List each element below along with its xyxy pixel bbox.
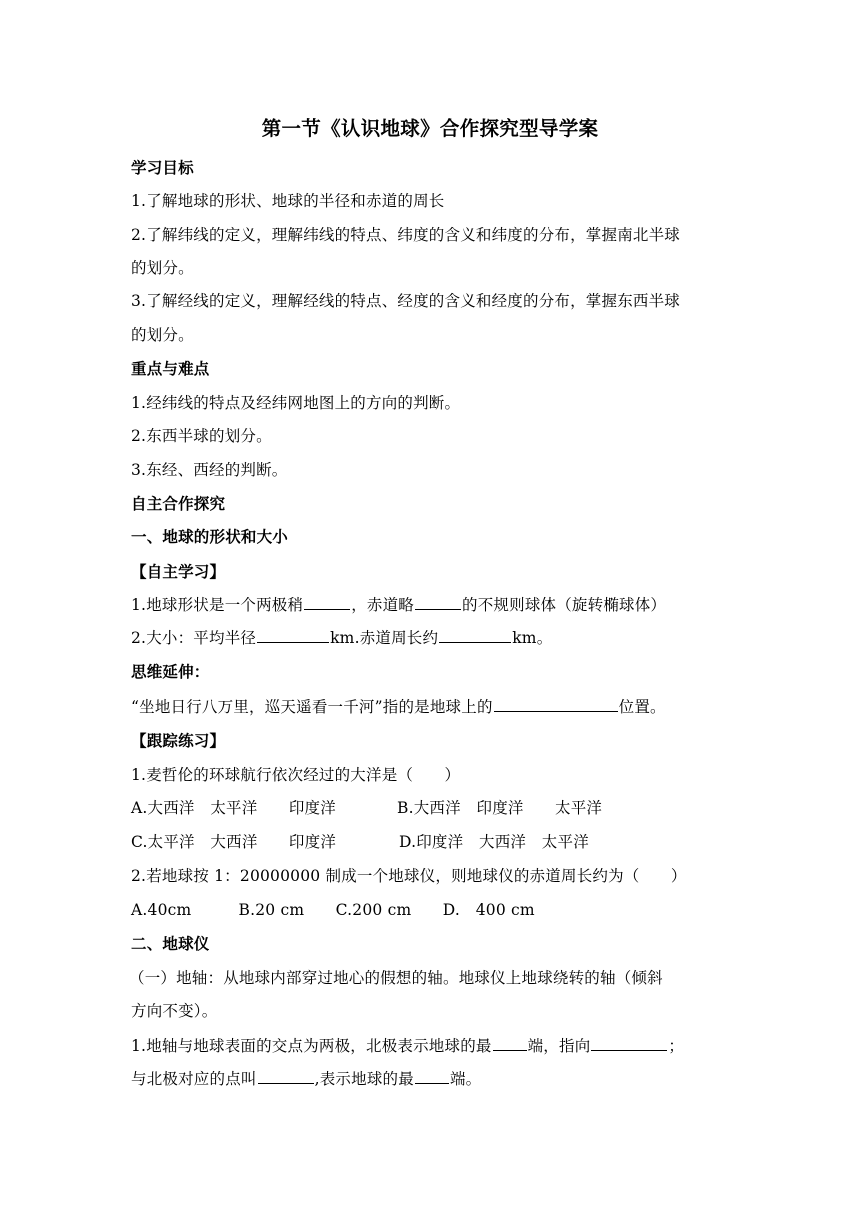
question-2 (131, 628, 552, 648)
question-1-text-c: 的不规则球体（旋转椭球体） (462, 596, 667, 614)
axis-definition-line: 方向不变）。 (131, 1002, 218, 1020)
part1-heading: 一、地球的形状和大小 (131, 528, 289, 546)
answer-blank[interactable] (415, 595, 461, 610)
globe-text-f: 端。 (449, 1070, 482, 1088)
objective-line: 2.了解纬线的定义，理解纬线的特点、纬度的含义和纬度的分布，掌握南北半球 (131, 226, 680, 244)
globe-question-1 (131, 1036, 684, 1056)
objective-line: 3.了解经线的定义，理解经线的特点、经度的含义和经度的分布，掌握东西半球 (131, 292, 680, 310)
answer-blank[interactable] (591, 1036, 667, 1051)
objectives-heading: 学习目标 (131, 159, 194, 177)
globe-text-e: ,表示地球的最 (314, 1070, 414, 1088)
answer-blank[interactable] (257, 628, 329, 643)
part2-heading: 二、地球仪 (131, 935, 210, 953)
globe-text-a: 1.地轴与地球表面的交点为两极，北极表示地球的最 (131, 1037, 492, 1055)
extension-text-b: 位置。 (618, 698, 666, 716)
keypoint-line: 1.经纬线的特点及经纬网地图上的方向的判断。 (131, 394, 461, 412)
answer-blank[interactable] (304, 595, 350, 610)
document-title: 第一节《认识地球》合作探究型导学案 (261, 117, 599, 140)
question-1 (131, 595, 666, 615)
practice-options-cd (131, 832, 589, 852)
option-b[interactable]: B.大西洋 印度洋 太平洋 (397, 799, 603, 817)
question-2-text-b: km.赤道周长约 (330, 629, 439, 647)
answer-blank[interactable] (439, 628, 511, 643)
option-a[interactable]: A.大西洋 太平洋 印度洋 (131, 799, 336, 817)
answer-blank[interactable] (493, 1036, 527, 1051)
keypoint-line: 2.东西半球的划分。 (131, 427, 272, 445)
globe-question-2 (131, 1069, 481, 1089)
question-1-text-b: ，赤道略 (351, 596, 415, 614)
extension-question (131, 697, 666, 717)
objective-line: 的划分。 (131, 326, 194, 344)
inquiry-heading: 自主合作探究 (131, 495, 226, 513)
question-2-text-a: 2.大小：平均半径 (131, 629, 257, 647)
globe-text-d: 与北极对应的点叫 (131, 1070, 257, 1088)
extension-heading: 思维延伸： (131, 663, 210, 681)
practice-question-1: 1.麦哲伦的环球航行依次经过的大洋是（ ） (131, 766, 461, 784)
question-1-text-a: 1.地球形状是一个两极稍 (131, 596, 304, 614)
answer-blank[interactable] (258, 1069, 314, 1084)
practice-question-2: 2.若地球按 1：20000000 制成一个地球仪，则地球仪的赤道周长约为（ ） (131, 867, 687, 885)
option-c[interactable]: C.太平洋 大西洋 印度洋 (131, 833, 337, 851)
keypoints-heading: 重点与难点 (131, 360, 210, 378)
answer-blank[interactable] (494, 697, 618, 712)
objective-line: 1.了解地球的形状、地球的半径和赤道的周长 (131, 192, 445, 210)
self-study-heading: 【自主学习】 (131, 563, 226, 581)
practice-question-2-options[interactable]: A.40cm B.20 cm C.200 cm D. 400 cm (131, 901, 535, 919)
globe-text-c: ； (668, 1037, 685, 1055)
keypoint-line: 3.东经、西经的判断。 (131, 461, 288, 479)
answer-blank[interactable] (415, 1069, 449, 1084)
option-d[interactable]: D.印度洋 大西洋 太平洋 (399, 833, 589, 851)
extension-text-a: “坐地日行八万里，巡天遥看一千河”指的是地球上的 (131, 698, 493, 716)
axis-definition-line: （一）地轴：从地球内部穿过地心的假想的轴。地球仪上地球绕转的轴（倾斜 (129, 969, 663, 987)
practice-options-ab (131, 798, 602, 818)
practice-heading: 【跟踪练习】 (131, 732, 226, 750)
objective-line: 的划分。 (131, 259, 194, 277)
question-2-text-c: km。 (512, 629, 553, 647)
globe-text-b: 端，指向 (527, 1037, 591, 1055)
